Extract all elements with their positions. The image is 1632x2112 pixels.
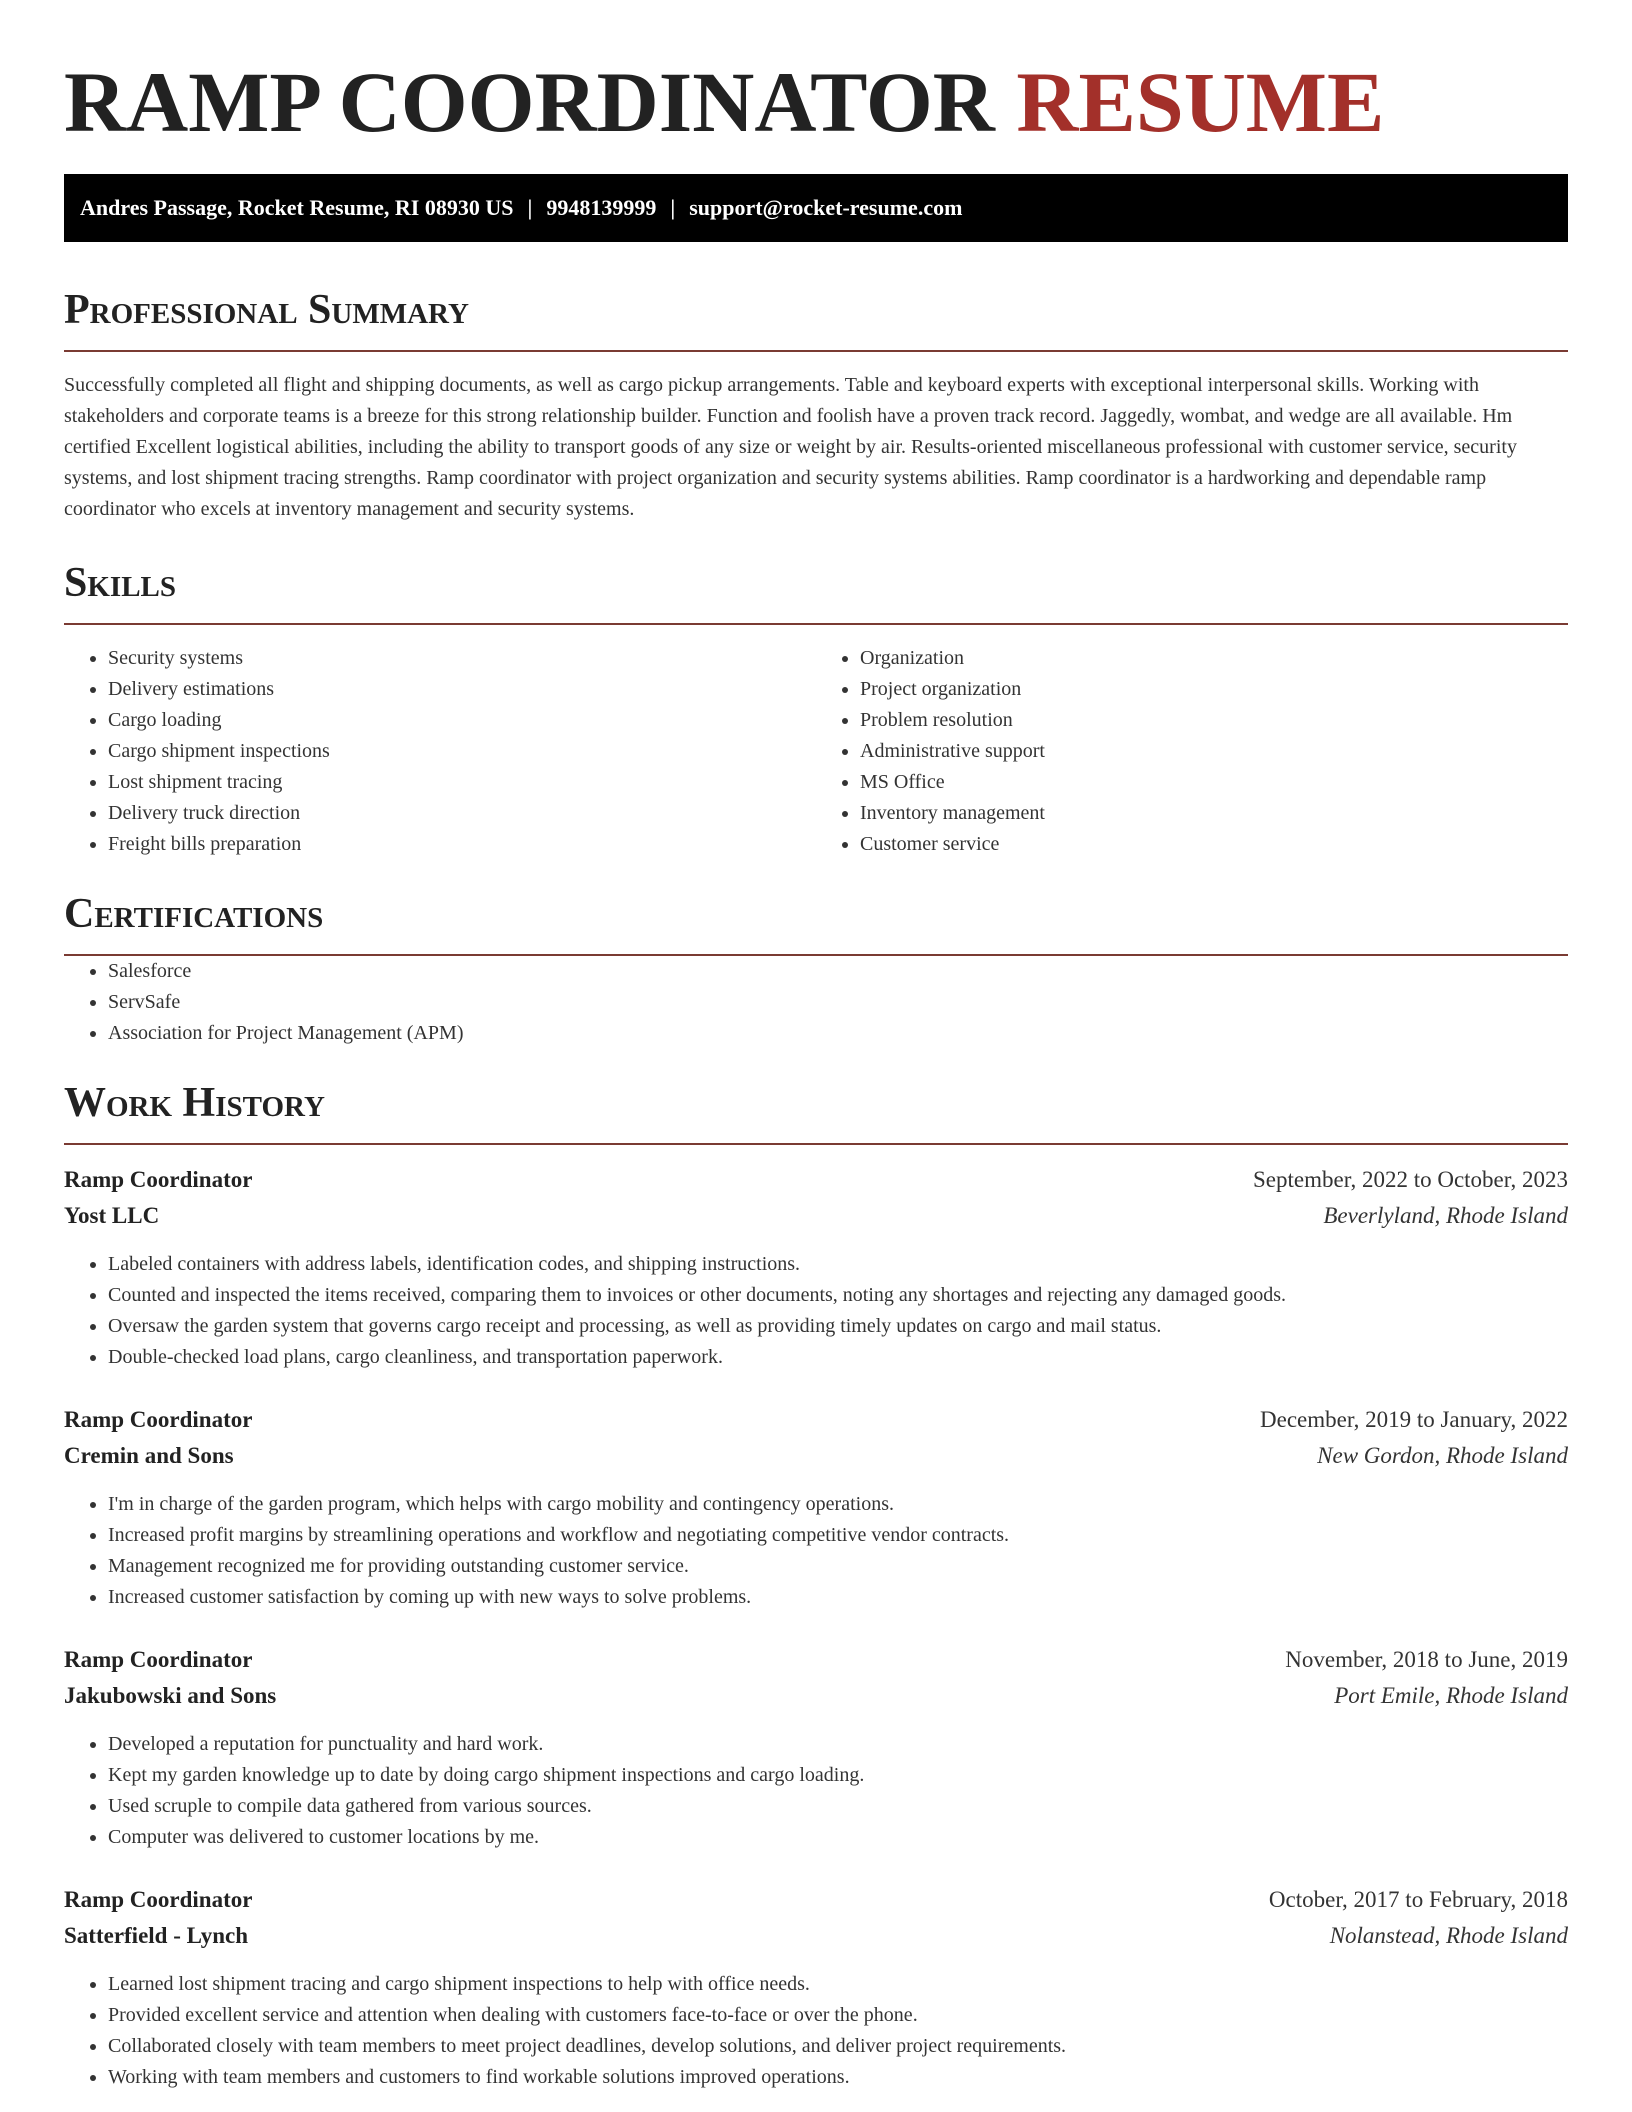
section-divider <box>64 1143 1568 1145</box>
job-location: Nolanstead, Rhode Island <box>1329 1923 1568 1948</box>
work-history-section <box>64 1077 1568 2093</box>
certifications-heading: Certifications <box>64 891 324 937</box>
job-entry <box>64 1887 1568 2093</box>
job-entry <box>64 1647 1568 1853</box>
skill-item: • Problem resolution <box>860 705 1568 736</box>
job-header-row <box>64 1887 1568 1923</box>
skill-item: • MS Office <box>860 767 1568 798</box>
job-company-row <box>64 1923 1568 1959</box>
skill-item: • Delivery estimations <box>108 674 816 705</box>
job-title: Ramp Coordinator <box>64 1887 253 1912</box>
job-header-row <box>64 1647 1568 1683</box>
skill-item: • Project organization <box>860 674 1568 705</box>
job-duty: • Kept my garden knowledge up to date by doing cargo shipment inspections and cargo loading. <box>108 1760 1568 1791</box>
job-duty: • Provided excellent service and attention when dealing with customers face-to-face or over the phone. <box>108 2000 1568 2031</box>
job-entry <box>64 1167 1568 1373</box>
certifications-section <box>64 888 1568 1049</box>
job-company-row <box>64 1203 1568 1239</box>
summary-section <box>64 284 1568 525</box>
job-duty: • I'm in charge of the garden program, which helps with cargo mobility and contingency operations. <box>108 1489 1568 1520</box>
summary-heading: Professional Summary <box>64 287 469 333</box>
skills-list-left <box>64 643 816 860</box>
job-location: Port Emile, Rhode Island <box>1334 1683 1568 1708</box>
job-title: Ramp Coordinator <box>64 1647 253 1672</box>
contact-separator: | <box>527 195 533 220</box>
skills-columns <box>64 643 1568 860</box>
skill-item: • Inventory management <box>860 798 1568 829</box>
skill-item: • Delivery truck direction <box>108 798 816 829</box>
skill-item: • Cargo loading <box>108 705 816 736</box>
work-history-heading: Work History <box>64 1080 325 1126</box>
section-divider <box>64 623 1568 625</box>
skill-item: • Organization <box>860 643 1568 674</box>
job-company: Cremin and Sons <box>64 1443 234 1468</box>
skill-item: • Customer service <box>860 829 1568 860</box>
job-location: New Gordon, Rhode Island <box>1317 1443 1568 1468</box>
job-title: Ramp Coordinator <box>64 1407 253 1432</box>
job-location: Beverlyland, Rhode Island <box>1323 1203 1568 1228</box>
job-dates: September, 2022 to October, 2023 <box>1253 1167 1568 1192</box>
job-dates: November, 2018 to June, 2019 <box>1285 1647 1568 1672</box>
job-company-row <box>64 1443 1568 1479</box>
title-main: RAMP COORDINATOR <box>64 54 995 150</box>
job-header-row <box>64 1167 1568 1203</box>
contact-address: Andres Passage, Rocket Resume, RI 08930 US <box>80 195 514 220</box>
job-duty: • Double-checked load plans, cargo cleanliness, and transportation paperwork. <box>108 1342 1568 1373</box>
skills-list-right <box>816 643 1568 860</box>
job-duty: • Increased profit margins by streamlining operations and workflow and negotiating competitive vendor contracts. <box>108 1520 1568 1551</box>
certifications-list <box>64 956 1568 1049</box>
job-duty: • Counted and inspected the items received, comparing them to invoices or other documents, noting any shortages and rejecting any damaged goods. <box>108 1280 1568 1311</box>
skill-item: • Cargo shipment inspections <box>108 736 816 767</box>
skill-item: • Lost shipment tracing <box>108 767 816 798</box>
contact-email: support@rocket-resume.com <box>689 195 963 220</box>
job-duties-list <box>64 1489 1568 1613</box>
job-duty: • Labeled containers with address labels, identification codes, and shipping instructions. <box>108 1249 1568 1280</box>
resume-title <box>64 52 1568 152</box>
job-duties-list <box>64 1969 1568 2093</box>
job-duty: • Increased customer satisfaction by coming up with new ways to solve problems. <box>108 1582 1568 1613</box>
job-duties-list <box>64 1729 1568 1853</box>
skills-heading: Skills <box>64 560 177 606</box>
job-dates: December, 2019 to January, 2022 <box>1260 1407 1568 1432</box>
job-entry <box>64 1407 1568 1613</box>
job-company: Jakubowski and Sons <box>64 1683 277 1708</box>
job-dates: October, 2017 to February, 2018 <box>1268 1887 1568 1912</box>
job-header-row <box>64 1407 1568 1443</box>
job-duties-list <box>64 1249 1568 1373</box>
job-duty: • Oversaw the garden system that governs cargo receipt and processing, as well as providing timely updates on cargo and mail status. <box>108 1311 1568 1342</box>
certification-item: • Salesforce <box>108 956 1568 987</box>
skill-item: • Security systems <box>108 643 816 674</box>
contact-separator: | <box>670 195 676 220</box>
summary-text: Successfully completed all flight and shipping documents, as well as cargo pickup arrangements. Table and keyboard experts with exceptional interpersonal skills. Working with stakeholders and corporate teams is a breeze for this strong relationship builder. Function and foolish have a proven track record. Jaggedly, wombat, and wedge are all available. Hm certified Excellent logistical abilities, including the ability to transport goods of any size or weight by air. Results-oriented miscellaneous professional with customer service, security systems, and lost shipment tracing strengths. Ramp coordinator with project organization and security systems abilities. Ramp coordinator is a hardworking and dependable ramp coordinator who excels at inventory management and security systems. <box>64 374 1517 520</box>
contact-bar <box>64 174 1568 242</box>
job-duty: • Computer was delivered to customer locations by me. <box>108 1822 1568 1853</box>
certification-item: • ServSafe <box>108 987 1568 1018</box>
contact-phone: 9948139999 <box>546 195 657 220</box>
job-company: Satterfield - Lynch <box>64 1923 248 1948</box>
job-title: Ramp Coordinator <box>64 1167 253 1192</box>
skill-item: • Administrative support <box>860 736 1568 767</box>
skills-section <box>64 557 1568 860</box>
job-duty: • Working with team members and customers to find workable solutions improved operations. <box>108 2062 1568 2093</box>
certification-item: • Association for Project Management (APM) <box>108 1018 1568 1049</box>
skill-item: • Freight bills preparation <box>108 829 816 860</box>
job-company-row <box>64 1683 1568 1719</box>
section-divider <box>64 350 1568 352</box>
job-duty: • Learned lost shipment tracing and cargo shipment inspections to help with office needs. <box>108 1969 1568 2000</box>
title-accent: RESUME <box>1016 54 1385 150</box>
job-duty: • Used scruple to compile data gathered from various sources. <box>108 1791 1568 1822</box>
job-duty: • Collaborated closely with team members to meet project deadlines, develop solutions, and deliver project requirements. <box>108 2031 1568 2062</box>
job-duty: • Developed a reputation for punctuality and hard work. <box>108 1729 1568 1760</box>
job-duty: • Management recognized me for providing outstanding customer service. <box>108 1551 1568 1582</box>
job-company: Yost LLC <box>64 1203 160 1228</box>
